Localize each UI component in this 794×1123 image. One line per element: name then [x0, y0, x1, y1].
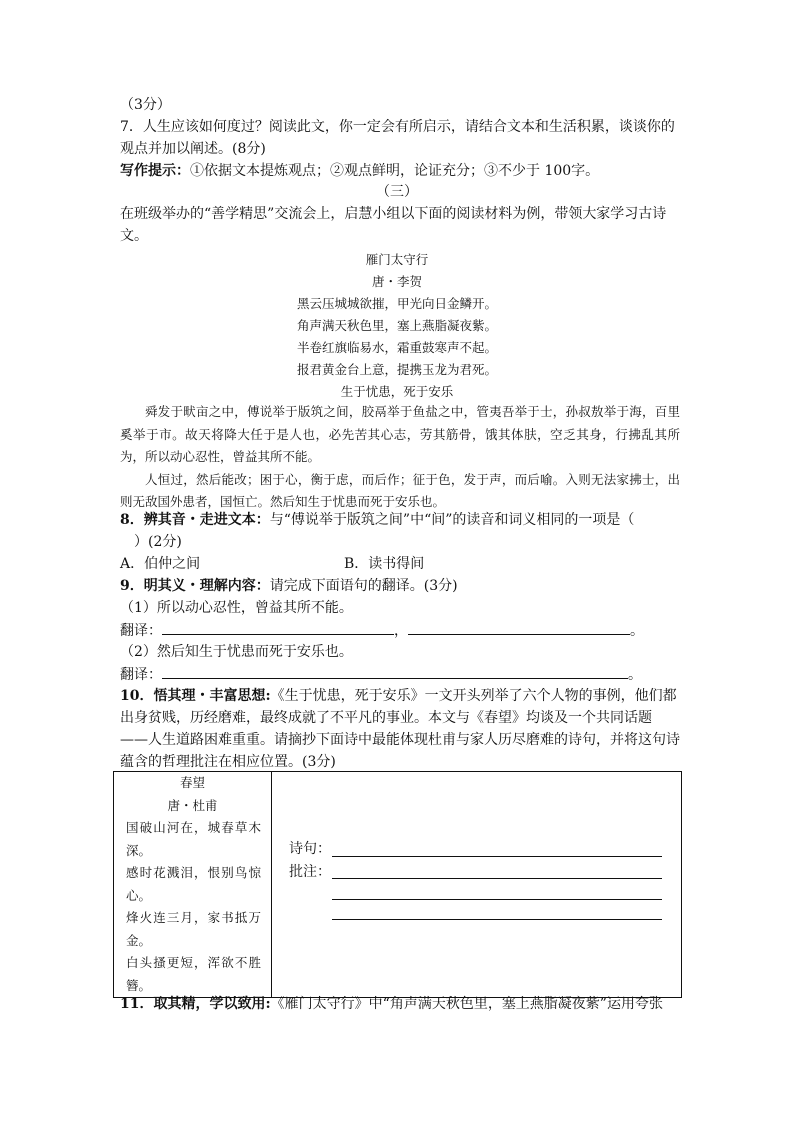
- q11-line: [120, 994, 663, 1014]
- q10-label: 10．悟其理・丰富思想:: [120, 688, 271, 704]
- q9-translate1-blank-a[interactable]: [162, 620, 394, 635]
- q7-writing-tip: [120, 161, 599, 181]
- q9-line: [120, 576, 458, 596]
- q8-option-a: A．伯仲之间: [120, 556, 201, 572]
- poem2-line: 国破山河在，城春草木深。: [126, 820, 261, 858]
- q10-text-1: 《生于忧患，死于安乐》一文开头列举了六个人物的事例，他们都: [270, 688, 677, 704]
- q7-line2: 观点并加以阐述。(8分): [120, 141, 266, 157]
- poem2-cell: [114, 772, 272, 998]
- poem2-title: 春望: [179, 775, 205, 790]
- note-answer-line[interactable]: [332, 878, 662, 879]
- q9-translate1-blank-b[interactable]: [408, 620, 630, 635]
- q7-tip-label: 写作提示：: [120, 163, 190, 179]
- poem2-line: 烽火连三月，家书抵万金。: [126, 910, 261, 948]
- poem2-author: 唐・杜甫: [167, 797, 218, 813]
- q10-line2: 出身贫贱，历经磨难，最终成就了不平凡的事业。本文与《春望》均谈及一个共同话题: [120, 710, 652, 726]
- q8-line2: ）(2分): [134, 534, 182, 550]
- poem2-line: 感时花溅泪，恨别鸟惊心。: [126, 865, 261, 903]
- q9-item1: （1）所以动心忍性，曾益其所不能。: [120, 600, 353, 616]
- poem2-line: 白头搔更短，浑欲不胜簪。: [126, 955, 261, 993]
- q10-answer-table: [113, 771, 682, 998]
- q7-tip-text: ①依据文本提炼观点；②观点鲜明，论证充分；③不少于 100字。: [190, 163, 600, 179]
- q9-text: 请完成下面语句的翻译。(3分): [269, 578, 458, 594]
- poem1-line: 黑云压城城欲摧，甲光向日金鳞开。: [296, 296, 497, 311]
- section3-intro-line2: 文。: [120, 228, 148, 244]
- q9-item2: （2）然后知生于忧患而死于安乐也。: [120, 644, 353, 660]
- note-answer-line[interactable]: [332, 899, 662, 900]
- note-answer-line[interactable]: [332, 919, 662, 920]
- q11-label: 11．取其精，学以致用:: [120, 996, 271, 1012]
- q6-score-tail: （3分）: [120, 97, 171, 113]
- essay-paragraph-1: 舜发于畎亩之中，傅说举于版筑之间，胶鬲举于鱼盐之中，管夷吾举于士，孙叔敖举于海，百里奚举于市。故天将降大任于是人也，必先苦其心志，劳其筋骨，饿其体肤，空乏其身，行拂乱其所为，所以动心忍性，曾益其所不能。: [120, 404, 680, 464]
- q9-translate2-label: 翻译：: [120, 667, 162, 683]
- q9-translate2-period: 。: [628, 667, 642, 683]
- poem1-line: 半卷红旗临易水，霜重鼓寒声不起。: [296, 340, 497, 355]
- q10-line3: ——人生道路困难重重。请摘抄下面诗中最能体现杜甫与家人历尽磨难的诗句，并将这句诗: [120, 732, 680, 748]
- essay-body: [120, 401, 680, 514]
- essay-title: 生于忧患，死于安乐: [340, 384, 454, 399]
- q8-label: 8．辨其音・走进文本：: [120, 512, 270, 528]
- q8-option-b: B．读书得间: [344, 556, 425, 572]
- q9-translate1: [120, 620, 644, 641]
- verse-label: 诗句：: [289, 841, 331, 857]
- essay-paragraph-2: 人恒过，然后能改；困于心，衡于虑，而后作；征于色，发于声，而后喻。入则无法家拂士，出则无敌国外患者，国恒亡。然后知生于忧患而死于安乐也。: [120, 471, 680, 509]
- section3-intro-line1: 在班级举办的“善学精思”交流会上，启慧小组以下面的阅读材料为例，带领大家学习古诗: [120, 206, 667, 222]
- poem1-line: 角声满天秋色里，塞上燕脂凝夜紫。: [296, 318, 497, 333]
- q7-line1: 7．人生应该如何度过？阅读此文，你一定会有所启示，请结合文本和生活积累，谈谈你的: [120, 119, 675, 135]
- q9-translate2: [120, 664, 642, 685]
- q9-translate1-period: 。: [630, 623, 644, 639]
- q8-line1: [120, 510, 634, 530]
- q11-text: 《雁门太守行》中“角声满天秋色里，塞上燕脂凝夜紫”运用夸张: [270, 996, 663, 1012]
- q9-translate1-label: 翻译：: [120, 623, 162, 639]
- poem1-title: 雁门太守行: [365, 252, 429, 267]
- q9-translate1-comma: ，: [394, 623, 408, 639]
- section3-heading: （三）: [376, 184, 418, 200]
- q10-line4: 蕴含的哲理批注在相应位置。(3分): [120, 754, 336, 770]
- answer-cell: [272, 772, 682, 998]
- q8-text: 与“傅说举于版筑之间”中“间”的读音和词义相同的一项是（: [269, 512, 635, 528]
- verse-answer-line[interactable]: [332, 856, 662, 857]
- q9-translate2-blank[interactable]: [162, 664, 628, 679]
- q10-line1: [120, 686, 677, 706]
- poem1-line: 报君黄金台上意，提携玉龙为君死。: [296, 362, 497, 377]
- q9-label: 9．明其义・理解内容：: [120, 578, 270, 594]
- poem1-author: 唐・李贺: [371, 274, 422, 289]
- note-label: 批注：: [289, 864, 331, 880]
